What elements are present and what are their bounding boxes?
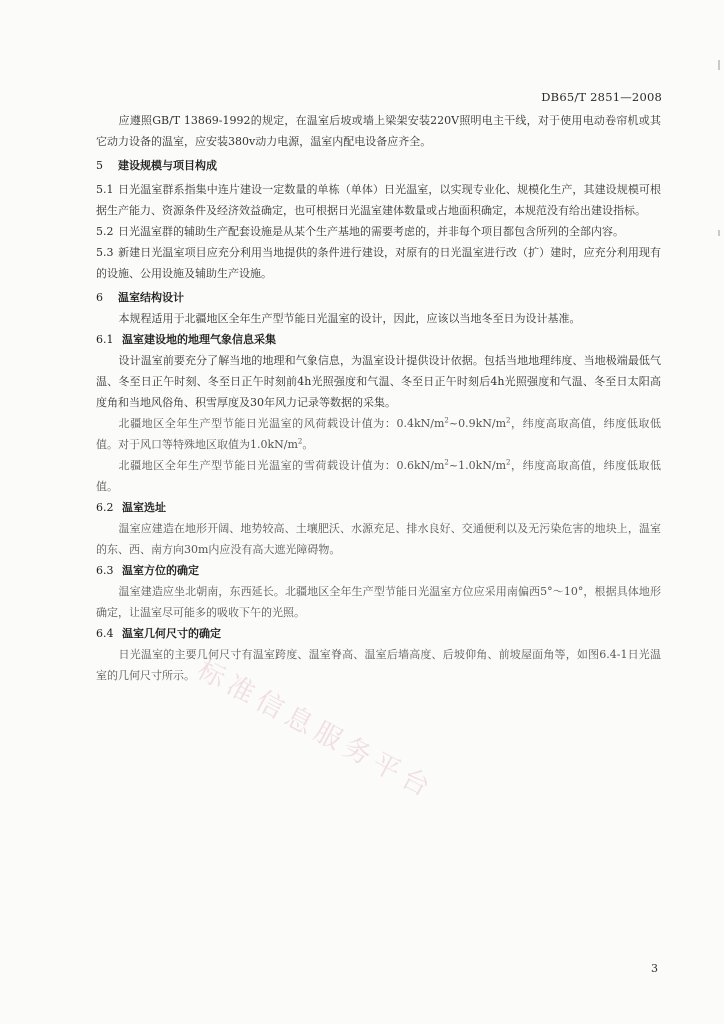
- document-body: [96, 110, 661, 686]
- section-6-intro: 本规程适用于北疆地区全年生产型节能日光温室的设计，因此，应该以当地冬至日为设计基准。: [118, 312, 581, 325]
- paragraph-6-2-site-selection: 温室应建造在地形开阔、地势较高、土壤肥沃、水源充足、排水良好、交通便利以及无污染危害的地块上，温室的东、西、南方向30m内应没有高大遮光障碍物。: [96, 522, 661, 556]
- paragraph-intro: 应遵照GB/T 13869-1992的规定，在温室后坡或墙上梁架安装220V照明电主干线，对于使用电动卷帘机或其它动力设备的温室，应安装380v动力电源，温室内配电设备应齐全。: [96, 114, 661, 148]
- clause-5-2: [96, 221, 661, 242]
- wind-load-text-c: ，纬度高取高值，纬度低取低值。对于风口等特殊地区取值为1.0kN/m: [96, 417, 662, 451]
- clause-text: 日光温室群系指集中连片建设一定数量的单栋（单体）日光温室，以实现专业化、规模化生产，其建设规模可根据生产能力、资源条件及经济效益确定，也可根据日光温室建体数量或占地面积确定，本规范没有给出建设指标。: [96, 183, 661, 217]
- section-title: 温室建设地的地理气象信息采集: [122, 333, 276, 346]
- unit-exponent: 2: [444, 458, 449, 467]
- clause-number: 5.2: [96, 225, 114, 238]
- snow-load-text-a: 北疆地区全年生产型节能日光温室的雪荷载设计值为：0.6kN/m: [118, 459, 445, 472]
- section-6-1-heading: [96, 329, 661, 350]
- scan-edge-mark: [718, 60, 720, 70]
- clause-text: 新建日光温室项目应充分利用当地提供的条件进行建设，对原有的日光温室进行改（扩）建时，应充分利用现有的设施、公用设施及辅助生产设施。: [96, 246, 661, 280]
- snow-load-text-c: ，纬度高取高值，纬度低取低值。: [96, 459, 662, 493]
- section-number: 6.1: [96, 333, 114, 346]
- watermark: 标准信息服务平台: [192, 654, 440, 806]
- section-title: 温室几何尺寸的确定: [122, 627, 221, 640]
- paragraph-wind-load: [96, 413, 661, 455]
- unit-exponent: 2: [297, 437, 303, 446]
- section-6-2-heading: [96, 497, 661, 518]
- wind-load-text-d: 。: [302, 438, 314, 451]
- scan-edge-mark: [718, 230, 720, 236]
- page-number: 3: [651, 962, 658, 975]
- unit-exponent: 2: [506, 416, 511, 425]
- section-6-heading: [96, 287, 661, 308]
- paragraph-6-3-orientation: 温室建造应坐北朝南，东西延长。北疆地区全年生产型节能日光温室方位应采用南偏西5°～10°，根据具体地形确定，让温室尽可能多的吸收下午的光照。: [96, 585, 661, 619]
- section-5-heading: [96, 155, 661, 176]
- section-number: 6.2: [96, 501, 114, 514]
- section-title: 建设规模与项目构成: [118, 159, 217, 172]
- wind-load-text-b: ~0.9kN/m: [448, 417, 506, 430]
- unit-exponent: 2: [506, 458, 511, 467]
- unit-exponent: 2: [444, 416, 449, 425]
- section-title: 温室选址: [122, 501, 166, 514]
- wind-load-text-a: 北疆地区全年生产型节能日光温室的风荷载设计值为：0.4kN/m: [118, 417, 445, 430]
- clause-5-1: [96, 179, 661, 221]
- section-6-4-heading: [96, 623, 661, 644]
- section-number: 6.4: [96, 627, 114, 640]
- paragraph-6-4-dimensions: 日光温室的主要几何尺寸有温室跨度、温室脊高、温室后墙高度、后坡仰角、前坡屋面角等，如图6.4-1日光温室的几何尺寸所示。: [96, 648, 661, 682]
- clause-number: 5.1: [96, 183, 114, 196]
- snow-load-text-b: ~1.0kN/m: [448, 459, 506, 472]
- clause-5-3: [96, 242, 661, 284]
- section-number: 6.3: [96, 564, 114, 577]
- paragraph-snow-load: [96, 455, 661, 497]
- section-number: 6: [96, 291, 103, 304]
- section-title: 温室结构设计: [118, 291, 184, 304]
- clause-number: 5.3: [96, 246, 114, 259]
- clause-text: 日光温室群的辅助生产配套设施是从某个生产基地的需要考虑的，并非每个项目都包含所列的全部内容。: [118, 225, 624, 238]
- section-number: 5: [96, 159, 103, 172]
- section-6-3-heading: [96, 560, 661, 581]
- document-code: DB65/T 2851—2008: [541, 90, 662, 104]
- paragraph-6-1-data-collection: 设计温室前要充分了解当地的地理和气象信息，为温室设计提供设计依据。包括当地地理纬度、当地极端最低气温、冬至日正午时刻、冬至日正午时刻前4h光照强度和气温、冬至日正午时刻后4h光照强度和气温、冬至日太阳高度角和当地风俗角、积雪厚度及30年风力记录等数据的采集。: [96, 354, 661, 409]
- section-title: 温室方位的确定: [122, 564, 199, 577]
